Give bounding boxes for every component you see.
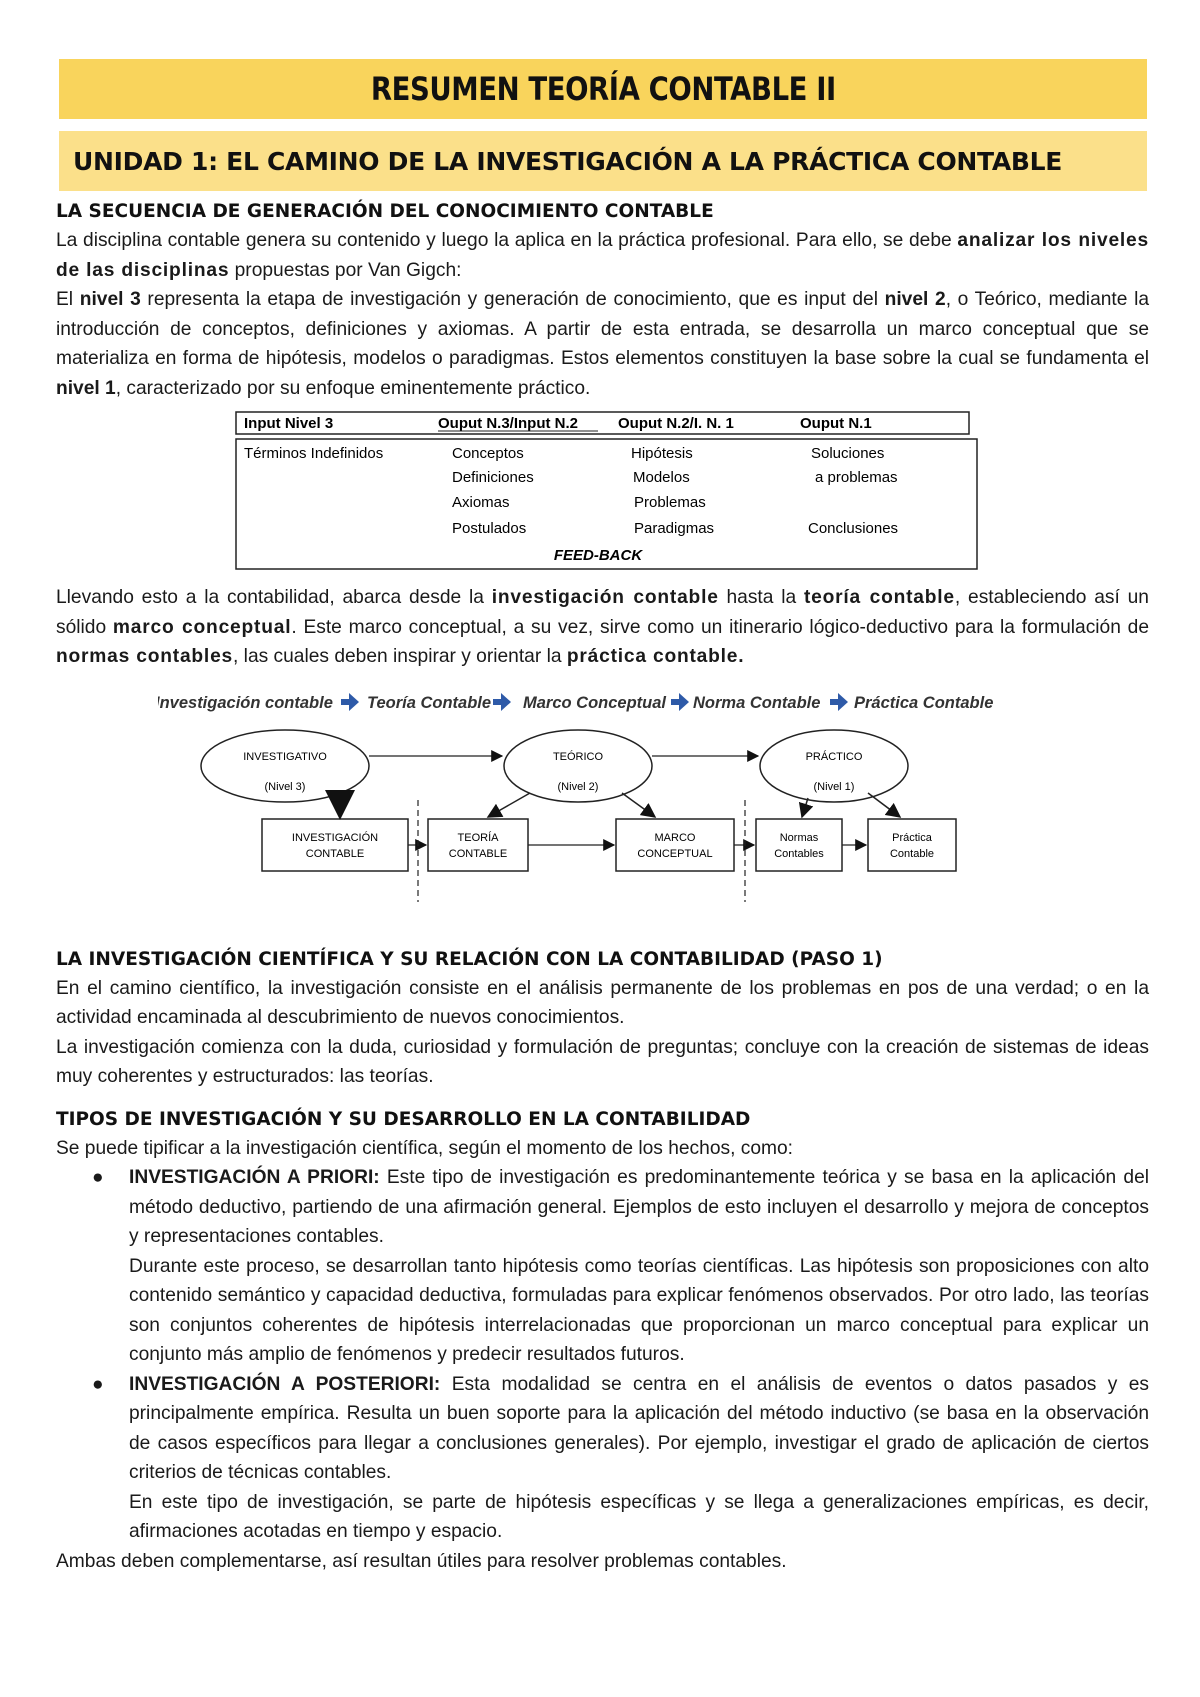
table-cell: Conceptos: [452, 445, 524, 462]
levels-table: [234, 408, 984, 573]
box-label: CONTABLE: [448, 847, 508, 860]
paragraph: El nivel 3 representa la etapa de investigación y generación de conocimiento, que es input del nivel 2, o Teórico, mediante la introducción de conceptos, definiciones y axiomas. A partir de esta entrada, se desarrolla un marco conceptual que se materializa en forma de hipótesis, modelos o paradigmas. Estos elementos constituyen la base sobre la cual se fundamenta el nivel 1, caracterizado por su enfoque eminentemente práctico.: [56, 289, 1150, 399]
table-cell: a problemas: [815, 469, 898, 486]
chain-arrow-icon: [493, 693, 511, 711]
ellipse-title: TEÓRICO: [552, 750, 604, 763]
chain-arrow-icon: [830, 693, 848, 711]
unit-banner: [59, 131, 1147, 191]
box-practica: [868, 819, 956, 871]
paragraph: Ambas deben complementarse, así resultan útiles para resolver problemas contables.: [56, 1550, 787, 1572]
list-item: ● INVESTIGACIÓN A PRIORI: Este tipo de investigación es predominantemente teórica y se basa en la aplicación del método deductivo, partiendo de una afirmación general. Ejemplos de esto incluyen el desarrollo y mejora de conceptos y representaciones contables. Durante este proceso, se desarrollan tanto hipótesis como teorías científicas. Las hipótesis son proposiciones con alto contenido semántico y capacidad deductiva, formuladas para explicar fenómenos observados. Por otro lado, las teorías son conjuntos coherentes de hipótesis interrelacionadas que proporcionan un marco conceptual para explicar un conjunto más amplio de fenómenos y predecir resultados futuros.: [129, 1163, 1149, 1370]
box-label: CONCEPTUAL: [637, 847, 713, 860]
levels-diagram: [158, 680, 1008, 930]
table-cell: Axiomas: [452, 494, 510, 511]
table-cell: Postulados: [452, 520, 527, 537]
paragraph: Se puede tipificar a la investigación científica, según el momento de los hechos, como:: [56, 1137, 794, 1159]
ellipse-sub: (Nivel 3): [264, 780, 306, 793]
box-normas: [756, 819, 842, 871]
table-header-3: Ouput N.2/I. N. 1: [618, 415, 734, 432]
table-cell: Términos Indefinidos: [244, 445, 384, 462]
box-teoria: [428, 819, 528, 871]
table-cell: Soluciones: [811, 445, 885, 462]
box-label: TEORÍA: [457, 831, 499, 844]
table-cell: Conclusiones: [808, 520, 899, 537]
box-label: Contable: [889, 847, 935, 860]
investigation-types-list: [56, 1163, 1149, 1547]
table-cell: Hipótesis: [631, 445, 693, 462]
unit-title: UNIDAD 1: EL CAMINO DE LA INVESTIGACIÓN A LA PRÁCTICA CONTABLE: [73, 146, 1063, 176]
list-item: ● INVESTIGACIÓN A POSTERIORI: Esta modalidad se centra en el análisis de eventos o datos pasados y es principalmente empírica. Resulta un buen soporte para la aplicación del método inductivo (se basa en la observación de casos específicos para llegar a conclusiones generales). Por ejemplo, investigar el grado de aplicación de ciertos criterios de técnicas contables. En este tipo de investigación, se parte de hipótesis específicas y se llega a generalizaciones empíricas, es decir, afirmaciones acotadas en tiempo y espacio.: [129, 1370, 1149, 1547]
chain-step: Teoría Contable: [367, 693, 492, 712]
section-heading: LA INVESTIGACIÓN CIENTÍFICA Y SU RELACIÓN CON LA CONTABILIDAD (PASO 1): [56, 948, 883, 970]
section-heading: TIPOS DE INVESTIGACIÓN Y SU DESARROLLO EN LA CONTABILIDAD: [56, 1108, 751, 1130]
ellipse-title: PRÁCTICO: [805, 750, 863, 763]
paragraph: La disciplina contable genera su contenido y luego la aplica en la práctica profesional. Para ello, se debe analizar los niveles de las disciplinas propuestas por Van Gigch:: [56, 230, 1149, 281]
chain-step: Práctica Contable: [854, 693, 994, 712]
chain-step: Norma Contable: [693, 693, 821, 712]
table-cell: Definiciones: [452, 469, 534, 486]
title-banner: [59, 59, 1147, 119]
table-header-4: Ouput N.1: [800, 415, 872, 432]
chain-step: Marco Conceptual: [523, 693, 667, 712]
box-label: INVESTIGACIÓN: [291, 831, 379, 844]
box-label: CONTABLE: [305, 847, 365, 860]
document-title: RESUMEN TEORÍA CONTABLE II: [370, 70, 836, 108]
table-cell: Paradigmas: [634, 520, 715, 537]
section-heading: LA SECUENCIA DE GENERACIÓN DEL CONOCIMIENTO CONTABLE: [56, 201, 714, 222]
table-cell: Problemas: [634, 494, 706, 511]
ellipse-sub: (Nivel 1): [813, 780, 855, 793]
levels-table-figure: [234, 408, 984, 573]
ellipse-title: INVESTIGATIVO: [243, 750, 327, 763]
paragraph: La investigación comienza con la duda, curiosidad y formulación de preguntas; concluye con la creación de sistemas de ideas muy coherentes y estructurados: las teorías.: [56, 1036, 1149, 1087]
table-footer: FEED-BACK: [553, 547, 643, 564]
box-marco: [616, 819, 734, 871]
chain-arrow-icon: [671, 693, 689, 711]
bullet-icon: ●: [92, 1167, 104, 1188]
box-label: Normas: [779, 831, 819, 844]
table-cell: Modelos: [633, 469, 690, 486]
paragraph: En el camino científico, la investigación consiste en el análisis permanente de los problemas en pos de una verdad; o en la actividad encaminada al descubrimiento de nuevos conocimientos.: [56, 977, 1149, 1028]
box-label: Contables: [774, 847, 824, 860]
box-label: MARCO: [654, 831, 696, 844]
levels-diagram-figure: [158, 680, 1008, 930]
box-investigacion: [262, 819, 408, 871]
ellipse-sub: (Nivel 2): [557, 780, 599, 793]
document-body: [56, 198, 1149, 1576]
chain-arrow-icon: [341, 693, 359, 711]
table-header-1: Input Nivel 3: [244, 415, 334, 432]
chain-step: Investigación contable: [158, 693, 333, 712]
bullet-icon: ●: [92, 1373, 104, 1395]
paragraph: Llevando esto a la contabilidad, abarca desde la investigación contable hasta la teoría contable, estableciendo así un sólido marco conceptual. Este marco conceptual, a su vez, sirve como un itinerario lógico-deductivo para la formulación de normas contables, las cuales deben inspirar y orientar la práctica contable.: [56, 587, 1150, 667]
box-label: Práctica: [892, 831, 932, 844]
table-header-2: Ouput N.3/Input N.2: [438, 415, 578, 432]
